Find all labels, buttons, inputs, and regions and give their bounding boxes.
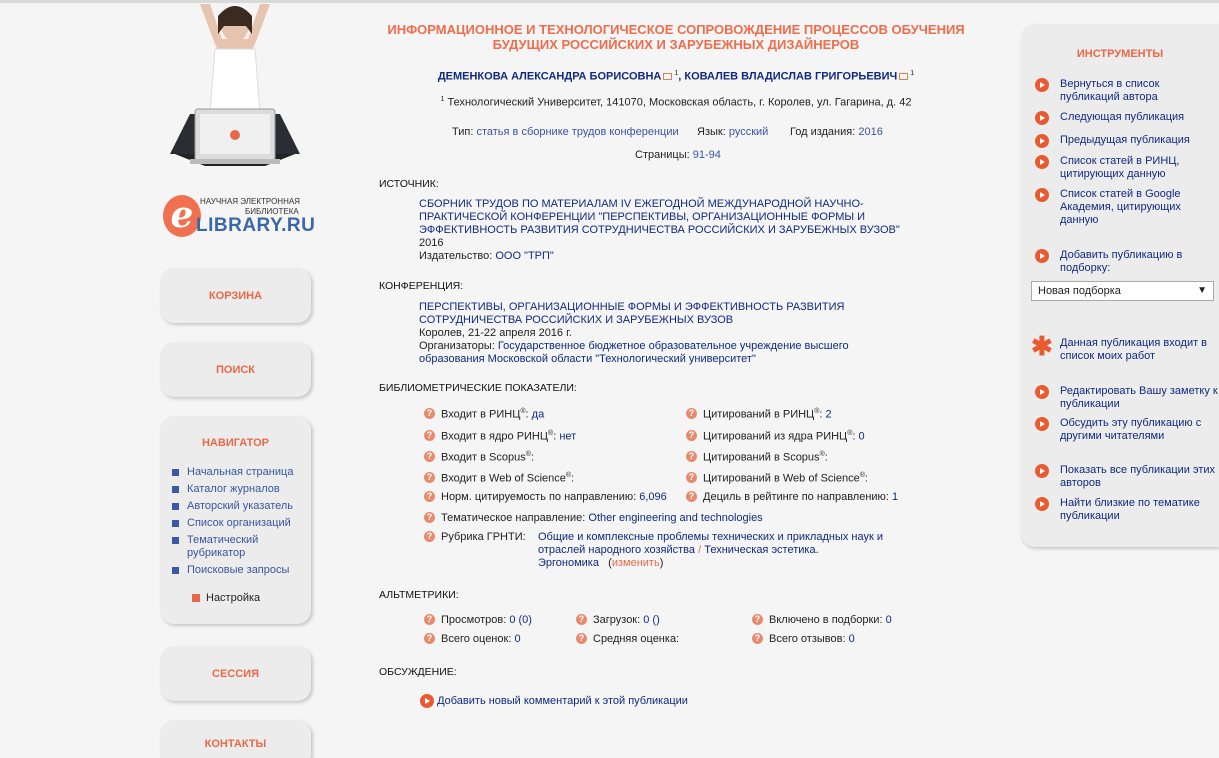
logo-line3: LIBRARY.RU	[196, 215, 316, 236]
pages-value: 91-94	[692, 149, 721, 161]
views-value: 0 (0)	[509, 614, 532, 626]
play-icon	[1035, 78, 1049, 92]
add-comment-link[interactable]	[420, 694, 688, 708]
play-icon	[1035, 249, 1049, 263]
grnti-values: Общие и комплексные проблемы технических и прикладных наук и отраслей народного хозяйства / Техническая эстетика. Эргономика (изменить)	[538, 531, 883, 569]
metric-norm	[424, 491, 667, 503]
grnti-separator: /	[698, 544, 702, 556]
source-publisher	[419, 250, 909, 263]
session-button[interactable]: СЕССИЯ	[160, 646, 311, 701]
publisher-value: ООО "ТРП"	[495, 250, 554, 262]
tool-show-all-text: Показать все публикации этих авторов	[1060, 464, 1216, 489]
conference-block	[419, 301, 909, 366]
affil-sup: 1	[440, 96, 445, 103]
asterisk-icon: ✱	[1031, 331, 1053, 361]
norm-label: Норм. цитируемость по направлению:	[441, 491, 637, 503]
alt-reviews	[752, 633, 855, 645]
grnti-line2b[interactable]: Техническая эстетика.	[704, 544, 819, 556]
collections-label: Включено в подборки:	[769, 614, 883, 626]
downloads-label: Загрузок:	[593, 614, 641, 626]
play-icon	[420, 694, 434, 708]
lang-value: русский	[728, 126, 769, 138]
play-icon	[1035, 497, 1049, 511]
grnti-line2a[interactable]: отраслей народного хозяйства	[538, 544, 696, 556]
biblio-heading: БИБЛИОМЕТРИЧЕСКИЕ ПОКАЗАТЕЛИ:	[379, 382, 577, 394]
reg-mark: ®	[819, 451, 825, 458]
tool-next-text: Следующая публикация	[1060, 111, 1185, 123]
cit-scopus-label: Цитирований в Scopus	[703, 451, 820, 464]
tool-rinc-citing[interactable]	[1033, 155, 1219, 181]
metric-grnti	[424, 531, 894, 569]
mail-icon[interactable]	[899, 73, 908, 80]
reviews-label: Всего отзывов:	[769, 633, 846, 645]
topic-value[interactable]: Other engineering and technologies	[588, 512, 763, 524]
reg-mark: ®	[859, 472, 865, 479]
rinc-value: да	[531, 408, 545, 421]
source-title-link[interactable]: СБОРНИК ТРУДОВ ПО МАТЕРИАЛАМ IV ЕЖЕГОДНОЙ МЕЖДУНАРОДНОЙ НАУЧНО-ПРАКТИЧЕСКОЙ КОНФЕРЕНЦИИ "ПЕРСПЕКТИВЫ, ОРГАНИЗАЦИОННЫЕ ФОРМЫ И ЭФФЕКТИВНОСТЬ РАЗВИТИЯ СОТРУДНИЧЕСТВА РОССИЙСКИХ И ЗАРУБЕЖНЫХ ВУЗОВ"	[419, 198, 900, 236]
cit-rinc-label: Цитирований в РИНЦ	[703, 408, 815, 421]
views-label: Просмотров:	[441, 614, 507, 626]
source-year: 2016	[419, 237, 444, 249]
metric-core: ? Входит в ядро РИНЦ®: нет	[424, 430, 576, 443]
nav-item-search-queries[interactable]: Поисковые запросы	[172, 564, 311, 577]
norm-value: 6,096	[639, 491, 667, 503]
metric-decile	[686, 491, 898, 503]
reg-mark: ®	[814, 408, 820, 415]
play-icon	[1035, 111, 1049, 125]
affil-sup: 1	[910, 70, 915, 77]
change-link[interactable]: изменить	[611, 557, 660, 569]
navigator-panel	[160, 416, 311, 624]
authors-line: ДЕМЕНКОВА АЛЕКСАНДРА БОРИСОВНА $^1$, КОВАЛЕВ ВЛАДИСЛАВ ГРИГОРЬЕВИЧ $^1$	[437, 70, 915, 83]
cit-core-value: 0	[858, 430, 865, 443]
metric-rinc: ? Входит в РИНЦ®: да	[424, 408, 544, 421]
metric-topic	[424, 512, 763, 524]
rinc-label: Входит в РИНЦ	[441, 408, 521, 421]
lang-label: Язык:	[697, 126, 726, 138]
play-icon	[1035, 188, 1049, 202]
topic-label: Тематическое направление:	[441, 512, 586, 524]
tool-show-all[interactable]	[1033, 464, 1219, 490]
author-1[interactable]: ДЕМЕНКОВА АЛЕКСАНДРА БОРИСОВНА	[437, 70, 662, 83]
tool-similar-text: Найти близкие по тематике публикации	[1060, 497, 1200, 522]
reg-mark: ®	[847, 430, 853, 437]
tool-next[interactable]	[1033, 111, 1219, 124]
meta-language	[697, 126, 768, 138]
alt-ratings	[424, 633, 521, 645]
play-icon	[1035, 464, 1049, 478]
search-button[interactable]: ПОИСК	[160, 342, 311, 397]
reviews-value: 0	[848, 633, 855, 645]
grnti-line3[interactable]: Эргономика	[538, 557, 599, 569]
tool-edit-note-text: Редактировать Вашу заметку к публикации	[1060, 385, 1218, 410]
tool-in-my-works[interactable]	[1033, 337, 1219, 363]
conference-organizers	[419, 340, 909, 366]
navigator-list	[160, 466, 311, 577]
hero-illustration	[160, 4, 310, 174]
play-icon	[1035, 417, 1049, 431]
tool-google-text: Список статей в Google Академия, цитирующих данную	[1060, 188, 1181, 226]
tool-back-text: Вернуться в список публикаций автора	[1060, 78, 1160, 103]
tool-add-collection-text: Добавить публикацию в подборку:	[1060, 249, 1183, 274]
play-icon	[1035, 134, 1049, 148]
grnti-label: Рубрика ГРНТИ:	[441, 531, 526, 543]
play-icon	[1035, 155, 1049, 169]
cart-button[interactable]: КОРЗИНА	[160, 268, 311, 323]
source-block	[419, 198, 909, 263]
mail-icon[interactable]	[663, 73, 672, 80]
cit-core-label: Цитирований из ядра РИНЦ	[703, 430, 848, 443]
reg-mark: ®	[520, 408, 526, 415]
logo-line2: БИБЛИОТЕКА	[245, 207, 299, 216]
tool-add-collection[interactable]	[1033, 249, 1219, 275]
article-title: ИНФОРМАЦИОННОЕ И ТЕХНОЛОГИЧЕСКОЕ СОПРОВОЖДЕНИЕ ПРОЦЕССОВ ОБУЧЕНИЯ БУДУЩИХ РОССИЙСКИХ И ЗАРУБЕЖНЫХ ДИЗАЙНЕРОВ	[387, 22, 965, 52]
scopus-label: Входит в Scopus	[441, 451, 526, 464]
tool-prev[interactable]	[1033, 134, 1219, 147]
ratings-value: 0	[514, 633, 521, 645]
wos-label: Входит в Web of Science	[441, 472, 566, 485]
elibrary-logo[interactable]	[160, 194, 316, 240]
year-value: 2016	[858, 126, 883, 138]
discussion-heading: ОБСУЖДЕНИЕ:	[379, 666, 457, 678]
nav-item-authors[interactable]: Авторский указатель	[172, 500, 311, 513]
meta-year	[790, 126, 883, 138]
conference-title-link[interactable]: ПЕРСПЕКТИВЫ, ОРГАНИЗАЦИОННЫЕ ФОРМЫ И ЭФФЕКТИВНОСТЬ РАЗВИТИЯ СОТРУДНИЧЕСТВА РОССИЙСКИХ И ЗАРУБЕЖНЫХ ВУЗОВ	[419, 301, 845, 326]
alt-collections	[752, 614, 892, 626]
conference-heading: КОНФЕРЕНЦИЯ:	[379, 280, 464, 292]
core-value: нет	[559, 430, 577, 443]
contacts-button[interactable]: КОНТАКТЫ	[160, 720, 311, 758]
chevron-down-icon: ▼	[1197, 285, 1207, 296]
tool-similar[interactable]	[1033, 497, 1219, 523]
publisher-label: Издательство:	[419, 250, 493, 262]
tool-prev-text: Предыдущая публикация	[1060, 134, 1190, 146]
affil-sup: 1	[674, 70, 679, 77]
tool-edit-note[interactable]	[1033, 385, 1219, 411]
type-value: статья в сборнике трудов конференции	[476, 126, 679, 138]
nav-item-rubricator[interactable]: Тематический рубрикатор	[172, 534, 262, 560]
reg-mark: ®	[565, 472, 572, 479]
decile-value: 1	[891, 491, 899, 503]
reg-mark: ®	[525, 451, 531, 458]
top-border	[0, 0, 1219, 3]
metric-wos: ? Входит в Web of Science®:	[424, 472, 574, 485]
tool-discuss[interactable]	[1033, 417, 1219, 443]
nav-item-home[interactable]: Начальная страница	[172, 466, 311, 479]
collection-select[interactable]	[1031, 281, 1214, 301]
collection-select-value: Новая подборка	[1038, 285, 1121, 297]
metric-cit-scopus: ? Цитирований в Scopus®:	[686, 451, 828, 464]
affiliation-text: Технологический Университет, 141070, Московская область, г. Королев, ул. Гагарина, д. 42	[447, 96, 912, 109]
metric-scopus: ? Входит в Scopus®:	[424, 451, 534, 464]
cit-wos-label: Цитирований в Web of Science	[703, 472, 860, 485]
tool-back-to-author[interactable]	[1033, 78, 1219, 104]
nav-item-organizations[interactable]: Список организаций	[172, 517, 311, 530]
tools-title: ИНСТРУМЕНТЫ	[1076, 48, 1164, 60]
decile-label: Дециль в рейтинге по направлению:	[703, 491, 889, 503]
meta-type	[452, 126, 679, 138]
conference-place-date: Королев, 21-22 апреля 2016 г.	[419, 327, 572, 339]
type-label: Тип:	[452, 126, 474, 138]
alt-downloads	[576, 614, 660, 626]
organizers-value: Государственное бюджетное образовательное учреждение высшего образования Московской области "Технологический университет"	[419, 340, 849, 365]
play-icon	[1035, 385, 1049, 399]
core-label: Входит в ядро РИНЦ	[441, 430, 549, 443]
navigator-title: НАВИГАТОР	[201, 437, 269, 449]
logo-line1: НАУЧНАЯ ЭЛЕКТРОННАЯ	[200, 197, 300, 206]
tool-rinc-text: Список статей в РИНЦ, цитирующих данную	[1060, 155, 1180, 180]
altmetrics-heading: АЛЬТМЕТРИКИ:	[379, 589, 459, 601]
tool-discuss-text: Обсудить эту публикацию с другими читателями	[1060, 417, 1202, 442]
avg-label: Средняя оценка:	[593, 633, 680, 645]
ratings-label: Всего оценок:	[441, 633, 512, 645]
cit-rinc-value[interactable]: 2	[825, 408, 832, 421]
logo-e-letter: e	[163, 195, 201, 237]
tool-in-my-works-text: Данная публикация входит в список моих работ	[1060, 337, 1208, 362]
nav-item-journals[interactable]: Каталог журналов	[172, 483, 311, 496]
meta-pages	[635, 149, 721, 161]
nav-item-settings[interactable]: Настройка	[160, 592, 311, 604]
alt-views	[424, 614, 532, 626]
add-comment-text: Добавить новый комментарий к этой публикации	[437, 694, 688, 707]
alt-avg	[576, 633, 679, 645]
collections-value: 0	[885, 614, 892, 626]
source-heading: ИСТОЧНИК:	[379, 178, 439, 190]
grnti-line1[interactable]: Общие и комплексные проблемы технических и прикладных наук и	[538, 531, 883, 543]
affiliation	[379, 96, 973, 109]
pages-label: Страницы:	[635, 149, 690, 161]
metric-cit-core: ? Цитирований из ядра РИНЦ®: 0	[686, 430, 865, 443]
author-2[interactable]: КОВАЛЕВ ВЛАДИСЛАВ ГРИГОРЬЕВИЧ	[684, 70, 898, 83]
metric-cit-rinc: ? Цитирований в РИНЦ®: 2	[686, 408, 832, 421]
tool-google-citing[interactable]	[1033, 188, 1219, 227]
metric-cit-wos: ? Цитирований в Web of Science®:	[686, 472, 868, 485]
year-label: Год издания:	[790, 126, 856, 138]
reg-mark: ®	[548, 430, 554, 437]
organizers-label: Организаторы:	[419, 340, 495, 352]
downloads-value: 0 ()	[643, 614, 660, 626]
